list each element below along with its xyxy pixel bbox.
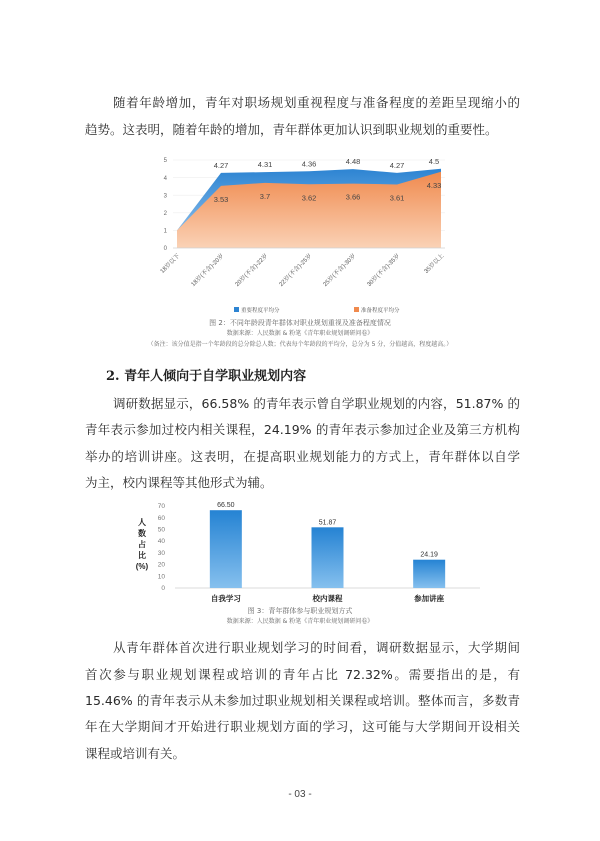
- chart2-x-tick-label: 校内课程: [312, 594, 343, 603]
- chart2-y-axis-label: [136, 517, 149, 571]
- chart1-data-label: 4.48: [345, 157, 361, 167]
- chart2-value-label: 51.87: [318, 519, 337, 527]
- section-heading: 2. 青年人倾向于自学职业规划内容: [106, 369, 307, 384]
- chart1-data-label: 3.7: [259, 191, 271, 201]
- paragraph-line: 随着年龄增加，青年对职场规划重视程度与准备程度的差距呈现缩小的: [113, 95, 520, 110]
- chart2-value-label: 66.50: [217, 502, 235, 510]
- chart1-x-tick-label: 20岁(不含)-22岁: [234, 253, 270, 289]
- chart1-data-label: 4.5: [428, 156, 440, 166]
- figure-source: 数据来源：人民数据 & 粉笔《青年职业规划调研问卷》: [226, 618, 374, 625]
- figure-note: （备注：该分值是指一个年龄段的总分除总人数；代表每个年龄段的平均分，总分为 5 分，分值越高，程度越高。）: [147, 341, 453, 348]
- chart1-legend-label: 准备程度平均分: [361, 307, 400, 314]
- paragraph-line: 课程或培训有关。: [85, 746, 186, 761]
- chart2-y-tick-label: 40: [157, 538, 165, 546]
- chart2-y-axis-label-part: 比: [138, 551, 146, 560]
- chart1-x-tick-label: 22岁(不含)-25岁: [278, 253, 314, 289]
- chart1-data-label: 4.31: [257, 160, 273, 170]
- chart2-value-label: 24.19: [420, 551, 438, 559]
- chart1-x-tick-label: 35岁以上: [423, 253, 446, 275]
- chart1-x-tick-label: 25岁(不含)-30岁: [322, 253, 358, 289]
- paragraph-line: 趋势。这表明，随着年龄的增加，青年群体更加认识到职业规划的重要性。: [85, 122, 498, 137]
- chart2-plot: [136, 502, 480, 603]
- chart1-x-tick-label: 30岁(不含)-35岁: [366, 253, 402, 289]
- figure-source: 数据来源：人民数据 & 粉笔《青年职业规划调研问卷》: [226, 330, 374, 337]
- chart1-y-tick-label: 3: [163, 193, 167, 200]
- chart2-bar: [312, 527, 344, 588]
- chart2-y-axis-label-part: 人: [138, 518, 146, 527]
- paragraph-line: 青年表示参加过校内相关课程，24.19% 的青年表示参加过企业及第三方机构: [85, 422, 520, 437]
- chart1-data-label: 3.61: [389, 193, 405, 203]
- chart1-y-tick-label: 5: [163, 158, 167, 165]
- bar-chart: [120, 495, 490, 605]
- chart1-legend-swatch: [234, 307, 239, 312]
- chart2-y-tick-label: 30: [157, 549, 165, 557]
- figure-caption: 图 2：不同年龄段青年群体对职业规划重视及准备程度情况: [209, 319, 391, 327]
- area-chart: [120, 150, 480, 318]
- chart2-y-tick-label: 0: [161, 585, 165, 592]
- chart2-y-tick-label: 50: [157, 526, 165, 534]
- chart1-x-tick-label: 18岁(不含)-20岁: [190, 253, 226, 289]
- chart2-y-tick-label: 60: [157, 514, 165, 522]
- chart2-x-tick-label: 自我学习: [210, 594, 241, 603]
- paragraph-line: 从青年群体首次进行职业规划学习的时间看，调研数据显示，大学期间: [113, 640, 520, 655]
- figure-caption: 图 3：青年群体参与职业规划方式: [247, 607, 353, 615]
- chart2-y-axis-label-part: 数: [138, 529, 146, 538]
- chart1-x-tick-label: 18岁以下: [159, 253, 182, 275]
- chart2-y-axis-label-part: (%): [135, 562, 149, 571]
- chart2-y-axis-label-part: 占: [138, 540, 146, 549]
- chart1-data-label: 4.27: [389, 160, 405, 170]
- chart2-bar: [413, 560, 445, 588]
- paragraph-line: 为主，校内课程等其他形式为辅。: [85, 475, 273, 490]
- chart1-data-label: 4.36: [301, 159, 317, 169]
- chart1-plot: [158, 157, 445, 314]
- paragraph-line: 首次参与职业规划课程或培训的青年占比 72.32%。需要指出的是，有: [85, 667, 520, 682]
- chart1-y-tick-label: 4: [163, 175, 167, 182]
- chart2-y-tick-label: 70: [157, 503, 165, 511]
- paragraph-line: 调研数据显示，66.58% 的青年表示曾自学职业规划的内容，51.87% 的: [113, 396, 520, 411]
- chart1-data-label: 3.53: [213, 194, 229, 204]
- paragraph-line: 15.46% 的青年表示从未参加过职业规划相关课程或培训。整体而言，多数青: [85, 693, 520, 708]
- chart1-legend-swatch: [354, 307, 359, 312]
- page-number: - 03 -: [288, 789, 312, 800]
- chart1-data-label: 4.27: [213, 160, 229, 170]
- chart1-y-tick-label: 1: [163, 228, 167, 235]
- chart1-data-label: 4.33: [426, 180, 442, 190]
- paragraph-line: 举办的培训讲座。这表明，在提高职业规划能力的方式上，青年群体以自学: [85, 449, 520, 464]
- chart1-data-label: 3.62: [301, 193, 317, 203]
- chart2-y-tick-label: 10: [157, 573, 165, 581]
- chart1-legend-label: 重要程度平均分: [241, 307, 280, 314]
- chart2-bar: [210, 510, 242, 588]
- paragraph-line: 年在大学期间才开始进行职业规划方面的学习，这可能与大学期间开设相关: [85, 719, 520, 734]
- chart2-x-tick-label: 参加讲座: [414, 594, 445, 603]
- chart1-y-tick-label: 0: [163, 246, 167, 253]
- chart1-data-label: 3.66: [345, 192, 361, 202]
- chart2-y-tick-label: 20: [157, 561, 165, 569]
- chart1-y-tick-label: 2: [163, 211, 167, 217]
